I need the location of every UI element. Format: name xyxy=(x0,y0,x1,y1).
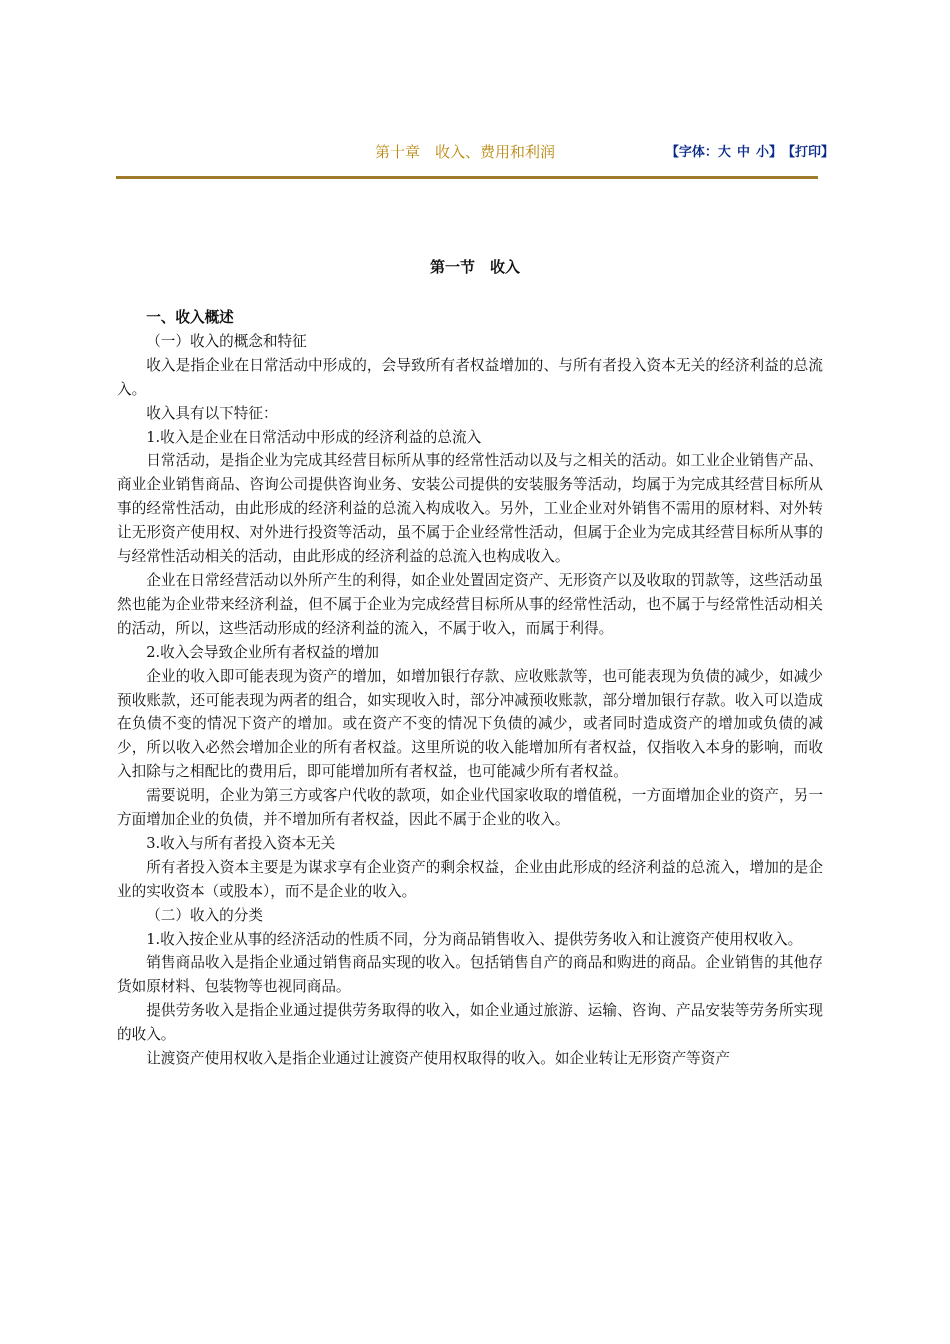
chapter-title: 第十章 收入、费用和利润 xyxy=(375,143,556,161)
paragraph: 需要说明，企业为第三方或客户代收的款项，如企业代国家收取的增值税，一方面增加企业的资产，另一方面增加企业的负债，并不增加所有者权益，因此不属于企业的收入。 xyxy=(117,787,823,829)
paragraph: 收入具有以下特征： xyxy=(146,404,278,422)
section-title: 第一节 收入 xyxy=(429,258,520,276)
paragraph: 3.收入与所有者投入资本无关 xyxy=(146,834,336,852)
paragraph: 企业在日常经营活动以外所产生的利得，如企业处置固定资产、无形资产以及收取的罚款等，这些活动虽然也能为企业带来经济利益，但不属于企业为完成经营目标所从事的经常性活动，也不属于与经常性活动相关的活动，所以，这些活动形成的经济利益的流入，不属于收入，而属于利得。 xyxy=(117,571,823,637)
heading-level-2: （二）收入的分类 xyxy=(146,906,263,924)
paragraph: 企业的收入即可能表现为资产的增加，如增加银行存款、应收账款等，也可能表现为负债的减少，如减少预收账款，还可能表现为两者的组合，如实现收入时，部分冲减预收账款，部分增加银行存款。收入可以造成在负债不变的情况下资产的增加。或在资产不变的情况下负债的减少，或者同时造成资产的增加或负债的减少，所以收入必然会增加企业的所有者权益。这里所说的收入能增加所有者权益，仅指收入本身的影响，而收入扣除与之相配比的费用后，即可能增加所有者权益，也可能减少所有者权益。 xyxy=(117,667,823,781)
page-header xyxy=(118,142,834,164)
toolbar xyxy=(666,143,834,163)
print-link[interactable]: 【打印】 xyxy=(781,145,834,160)
font-size-label-close: 】 xyxy=(768,145,782,160)
paragraph: 1.收入按企业从事的经济活动的性质不同，分为商品销售收入、提供劳务收入和让渡资产使用权收入。 xyxy=(146,930,803,948)
heading-level-1: 一、收入概述 xyxy=(146,309,234,326)
paragraph: 1.收入是企业在日常活动中形成的经济利益的总流入 xyxy=(146,428,482,446)
paragraph: 让渡资产使用权收入是指企业通过让渡资产使用权取得的收入。如企业转让无形资产等资产 xyxy=(146,1050,730,1068)
font-size-label: 【字体： xyxy=(665,145,718,160)
paragraph: 销售商品收入是指企业通过销售商品实现的收入。包括销售自产的商品和购进的商品。企业销售的其他存货如原材料、包装物等也视同商品。 xyxy=(117,954,823,996)
font-medium-link[interactable]: 中 xyxy=(736,145,750,160)
header-divider xyxy=(116,176,818,179)
paragraph: 所有者投入资本主要是为谋求享有企业资产的剩余权益，企业由此形成的经济利益的总流入，增加的是企业的实收资本（或股本），而不是企业的收入。 xyxy=(117,858,823,900)
paragraph: 提供劳务收入是指企业通过提供劳务取得的收入，如企业通过旅游、运输、咨询、产品安装等劳务所实现的收入。 xyxy=(117,1002,823,1044)
paragraph: 2.收入会导致企业所有者权益的增加 xyxy=(146,643,380,661)
article-body xyxy=(117,306,823,1071)
font-large-link[interactable]: 大 xyxy=(717,145,731,160)
paragraph: 收入是指企业在日常活动中形成的，会导致所有者权益增加的、与所有者投入资本无关的经济利益的总流入。 xyxy=(117,356,823,398)
paragraph: 日常活动，是指企业为完成其经营目标所从事的经常性活动以及与之相关的活动。如工业企业销售产品、商业企业销售商品、咨询公司提供咨询业务、安装公司提供的安装服务等活动，均属于为完成其经营目标所从事的经常性活动，由此形成的经济利益的总流入构成收入。另外，工业企业对外销售不需用的原材料、对外转让无形资产使用权、对外进行投资等活动，虽不属于企业经常性活动，但属于企业为完成其经营目标所从事的与经常性活动相关的活动，由此形成的经济利益的总流入也构成收入。 xyxy=(117,452,823,566)
font-small-link[interactable]: 小 xyxy=(755,145,769,160)
heading-level-2: （一）收入的概念和特征 xyxy=(146,332,307,350)
